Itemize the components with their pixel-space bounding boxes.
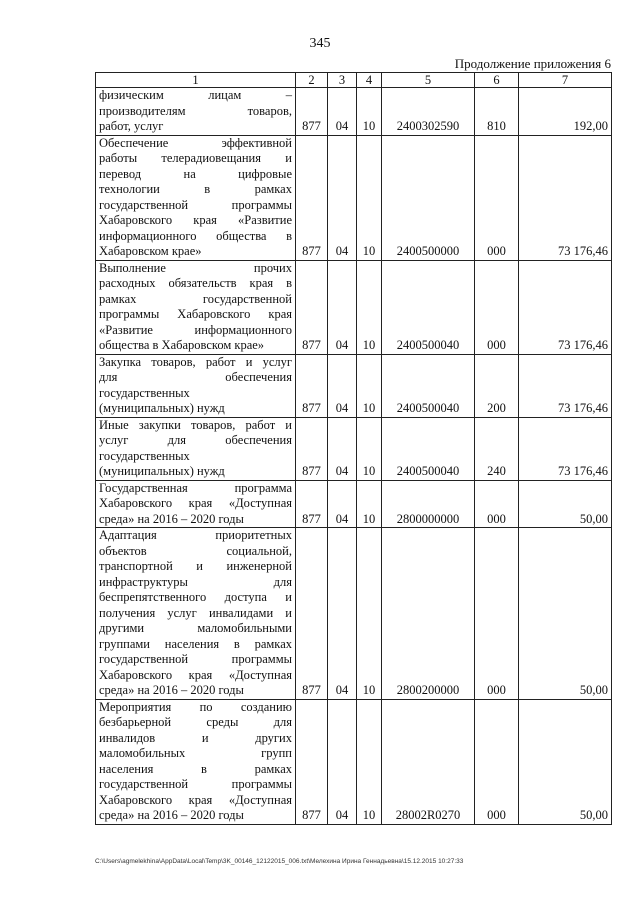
- expense-name-line: беспрепятственного доступа и: [99, 590, 292, 604]
- target-article-cell: 28002R0270: [382, 699, 475, 824]
- expense-name-cell: [96, 528, 296, 700]
- expense-type-cell: 000: [475, 480, 519, 528]
- expense-name-line: государственных: [99, 448, 190, 463]
- expense-name-cell: [96, 135, 296, 260]
- section-code-cell: 04: [328, 417, 357, 480]
- expense-name-cell: [96, 260, 296, 354]
- expense-name-line: государственной программы: [99, 652, 292, 666]
- expense-name-line: перевод на цифровые: [99, 166, 292, 181]
- expense-type-cell: 000: [475, 699, 519, 824]
- expense-name-line: программы Хабаровского края: [99, 307, 292, 321]
- table-row: [96, 135, 612, 260]
- expense-name-line: для обеспечения: [99, 370, 292, 384]
- expense-type-cell: 000: [475, 528, 519, 700]
- header-cell: 7: [519, 73, 612, 88]
- continuation-caption: Продолжение приложения 6: [454, 56, 611, 71]
- expense-name-cell: [96, 354, 296, 417]
- expense-name-line: среда» на 2016 – 2020 годы: [99, 511, 244, 526]
- header-cell: 1: [96, 73, 296, 88]
- expense-name-line: общества в Хабаровском крае»: [99, 338, 265, 352]
- expense-name-line: рамках государственной: [99, 291, 292, 306]
- expense-name-line: инвалидов и других: [99, 730, 292, 745]
- amount-cell: 50,00: [519, 480, 612, 528]
- expense-name-line: безбарьерной среды для: [99, 715, 292, 729]
- section-code-cell: 04: [328, 260, 357, 354]
- expense-name-line: расходных обязательств края в: [99, 276, 292, 290]
- table-row: [96, 417, 612, 480]
- target-article-cell: 2400500000: [382, 135, 475, 260]
- target-article-cell: 2400500040: [382, 354, 475, 417]
- subsection-code-cell: 10: [357, 480, 382, 528]
- target-article-cell: 2400500040: [382, 417, 475, 480]
- budget-table: [95, 72, 612, 825]
- table-row: [96, 354, 612, 417]
- expense-type-cell: 810: [475, 88, 519, 136]
- expense-name-line: информационного общества в: [99, 228, 292, 243]
- table-row: [96, 528, 612, 700]
- expense-name-line: группами населения в рамках: [99, 636, 292, 651]
- expense-name-line: инфраструктуры для: [99, 574, 292, 589]
- ministry-code-cell: 877: [296, 135, 328, 260]
- subsection-code-cell: 10: [357, 699, 382, 824]
- amount-cell: 50,00: [519, 699, 612, 824]
- table-row: [96, 88, 612, 136]
- ministry-code-cell: 877: [296, 88, 328, 136]
- expense-name-line: среда» на 2016 – 2020 годы: [99, 808, 244, 822]
- ministry-code-cell: 877: [296, 354, 328, 417]
- expense-name-line: населения в рамках: [99, 761, 292, 776]
- expense-name-line: Хабаровского края «Доступная: [99, 792, 292, 807]
- amount-cell: 50,00: [519, 528, 612, 700]
- expense-type-cell: 200: [475, 354, 519, 417]
- expense-name-line: транспортной и инженерной: [99, 559, 292, 573]
- expense-name-line: работ, услуг: [99, 119, 164, 133]
- ministry-code-cell: 877: [296, 528, 328, 700]
- header-cell: 5: [382, 73, 475, 88]
- target-article-cell: 2800000000: [382, 480, 475, 528]
- ministry-code-cell: 877: [296, 699, 328, 824]
- section-code-cell: 04: [328, 699, 357, 824]
- ministry-code-cell: 877: [296, 260, 328, 354]
- amount-cell: 192,00: [519, 88, 612, 136]
- expense-name-line: Хабаровского края «Доступная: [99, 496, 292, 510]
- expense-name-cell: [96, 88, 296, 136]
- expense-name-line: Иные закупки товаров, работ и: [99, 417, 292, 432]
- subsection-code-cell: 10: [357, 88, 382, 136]
- amount-cell: 73 176,46: [519, 417, 612, 480]
- expense-name-line: Хабаровского края «Доступная: [99, 667, 292, 682]
- expense-name-line: (муниципальных) нужд: [99, 464, 225, 478]
- header-cell: 4: [357, 73, 382, 88]
- expense-type-cell: 240: [475, 417, 519, 480]
- expense-name-line: объектов социальной,: [99, 543, 292, 558]
- expense-name-line: государственной программы: [99, 197, 292, 212]
- expense-name-line: Закупка товаров, работ и услуг: [99, 354, 292, 369]
- table-row: [96, 260, 612, 354]
- expense-name-cell: [96, 480, 296, 528]
- expense-name-line: Мероприятия по созданию: [99, 699, 292, 714]
- section-code-cell: 04: [328, 135, 357, 260]
- expense-name-line: Выполнение прочих: [99, 260, 292, 275]
- expense-name-line: услуг для обеспечения: [99, 433, 292, 447]
- expense-name-line: Хабаровском крае»: [99, 244, 202, 258]
- expense-name-line: государственных: [99, 385, 190, 400]
- expense-name-line: технологии в рамках: [99, 182, 292, 196]
- expense-name-line: Хабаровского края «Развитие: [99, 213, 292, 227]
- expense-name-line: маломобильных групп: [99, 746, 292, 760]
- section-code-cell: 04: [328, 88, 357, 136]
- table-header-row: [96, 73, 612, 88]
- target-article-cell: 2400500040: [382, 260, 475, 354]
- expense-name-cell: [96, 699, 296, 824]
- subsection-code-cell: 10: [357, 417, 382, 480]
- expense-name-cell: [96, 417, 296, 480]
- header-cell: 3: [328, 73, 357, 88]
- section-code-cell: 04: [328, 480, 357, 528]
- section-code-cell: 04: [328, 354, 357, 417]
- amount-cell: 73 176,46: [519, 260, 612, 354]
- section-code-cell: 04: [328, 528, 357, 700]
- expense-name-line: работы телерадиовещания и: [99, 151, 292, 165]
- expense-type-cell: 000: [475, 135, 519, 260]
- header-cell: 2: [296, 73, 328, 88]
- expense-name-line: государственной программы: [99, 777, 292, 791]
- expense-name-line: «Развитие информационного: [99, 322, 292, 337]
- target-article-cell: 2800200000: [382, 528, 475, 700]
- target-article-cell: 2400302590: [382, 88, 475, 136]
- header-cell: 6: [475, 73, 519, 88]
- expense-name-line: физическим лицам –: [99, 88, 292, 102]
- expense-name-line: среда» на 2016 – 2020 годы: [99, 683, 244, 697]
- ministry-code-cell: 877: [296, 417, 328, 480]
- ministry-code-cell: 877: [296, 480, 328, 528]
- page-number: 345: [309, 36, 331, 51]
- subsection-code-cell: 10: [357, 354, 382, 417]
- expense-name-line: Государственная программа: [99, 480, 292, 495]
- amount-cell: 73 176,46: [519, 354, 612, 417]
- table-row: [96, 699, 612, 824]
- subsection-code-cell: 10: [357, 135, 382, 260]
- amount-cell: 73 176,46: [519, 135, 612, 260]
- table-row: [96, 480, 612, 528]
- expense-name-line: Адаптация приоритетных: [99, 528, 292, 542]
- subsection-code-cell: 10: [357, 528, 382, 700]
- expense-name-line: получения услуг инвалидами и: [99, 605, 292, 620]
- expense-name-line: Обеспечение эффективной: [99, 135, 292, 150]
- expense-type-cell: 000: [475, 260, 519, 354]
- subsection-code-cell: 10: [357, 260, 382, 354]
- expense-name-line: производителям товаров,: [99, 103, 292, 118]
- expense-name-line: другими маломобильными: [99, 621, 292, 635]
- expense-name-line: (муниципальных) нужд: [99, 401, 225, 415]
- footer-file-path: C:\Users\agmelekhina\AppData\Local\Temp\3K_00146_12122015_006.txt\Мелехина Ирина Геннадьевна\15.12.2015 10:27:33: [95, 858, 464, 865]
